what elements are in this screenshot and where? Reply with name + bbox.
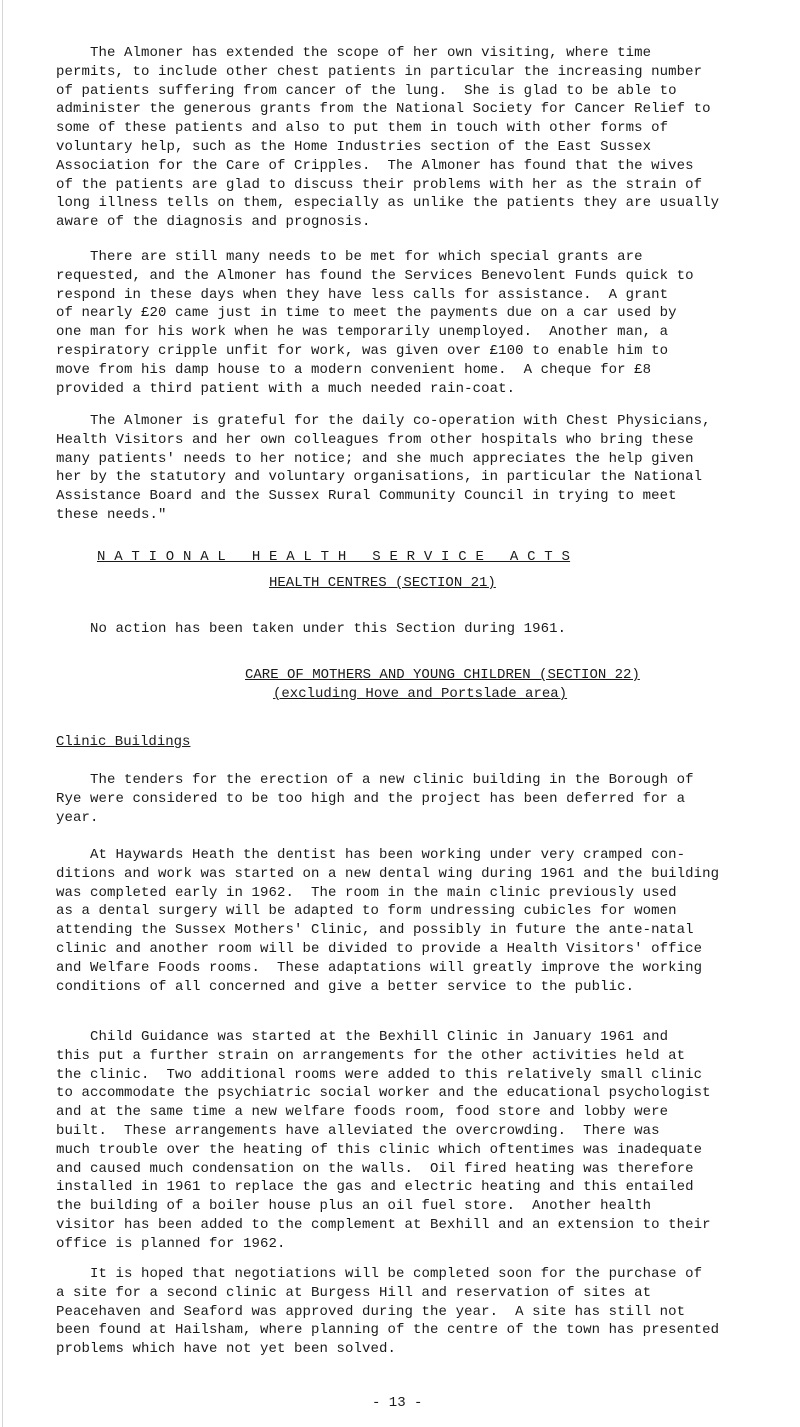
page-edge-rule [2, 0, 3, 1427]
page-number: - 13 - [372, 1395, 423, 1411]
paragraph-special-grants: There are still many needs to be met for which special grants are requested, and the Almoner has found the Services Benevolent Funds quick to respond in these days when they have less calls for assistance. A grant of nearly £20 came just in time to meet the payments due on a car used by one man for his work when he was temporarily unemployed. Another man, a respiratory cripple unfit for work, was given over £100 to enable him to move from his damp house to a modern convenient home. A cheque for £8 provided a third patient with a much needed rain-coat. [56, 249, 694, 397]
subheading-clinic-buildings: Clinic Buildings [56, 734, 191, 750]
paragraph-almoner-visiting: The Almoner has extended the scope of her own visiting, where time permits, to include other chest patients in particular the increasing number of patients suffering from cancer of the lung. She is glad to be able to administer the generous grants from the National Society for Cancer Relief to some of these patients and also to put them in touch with other forms of voluntary help, such as the Home Industries section of the East Sussex Association for the Care of Cripples. The Almoner has found that the wives of the patients are glad to discuss their problems with her as the strain of long illness tells on them, especially as unlike the patients they are usually aware of the diagnosis and prognosis. [56, 45, 720, 231]
paragraph-bexhill-clinic: Child Guidance was started at the Bexhill Clinic in January 1961 and this put a further strain on arrangements for the other activities held at the clinic. Two additional rooms were added to this relatively small clinic to accommodate the psychiatric social worker and the educational psychologist and at the same time a new welfare foods room, food store and lobby were built. These arrangements have alleviated the overcrowding. There was much trouble over the heating of this clinic which oftentimes was inadequate and caused much condensation on the walls. Oil fired heating was therefore installed in 1961 to replace the gas and electric heating and this entailed the building of a boiler house plus an oil fuel store. Another health visitor has been added to the complement at Bexhill and an extension to their office is planned for 1962. [56, 1029, 711, 1252]
paragraph-almoner-grateful: The Almoner is grateful for the daily co-operation with Chest Physicians, Health Visitors and her own colleagues from other hospitals who bring these many patients' needs to her notice; and she much appreciates the help given her by the statutory and voluntary organisations, in particular the National Assistance Board and the Sussex Rural Community Council in trying to meet these needs." [56, 413, 711, 523]
heading-national-health-service-acts: N A T I O N A L H E A L T H S E R V I C E A C T S [97, 549, 571, 565]
heading-care-of-mothers: CARE OF MOTHERS AND YOUNG CHILDREN (SECTION 22) [245, 667, 640, 683]
paragraph-haywards-heath: At Haywards Heath the dentist has been working under very cramped con- ditions and work was started on a new dental wing during 1961 and the building was completed early in 1962. The room in the main clinic previously used as a dental surgery will be adapted to form undressing cubicles for women attending the Sussex Mothers' Clinic, and possibly in future the ante-natal clinic and another room will be divided to provide a Health Visitors' office and Welfare Foods rooms. These adaptations will greatly improve the working conditions of all concerned and give a better service to the public. [56, 847, 720, 995]
heading-health-centres: HEALTH CENTRES (SECTION 21) [269, 575, 496, 591]
paragraph-no-action: No action has been taken under this Section during 1961. [56, 621, 567, 637]
paragraph-rye-tenders: The tenders for the erection of a new clinic building in the Borough of Rye were considered to be too high and the project has been deferred for a year. [56, 772, 694, 826]
heading-excluding-area: (excluding Hove and Portslade area) [273, 686, 568, 702]
paragraph-negotiations: It is hoped that negotiations will be completed soon for the purchase of a site for a second clinic at Burgess Hill and reservation of sites at Peacehaven and Seaford was approved during the year. A site has still not been found at Hailsham, where planning of the centre of the town has presented problems which have not yet been solved. [56, 1266, 720, 1358]
